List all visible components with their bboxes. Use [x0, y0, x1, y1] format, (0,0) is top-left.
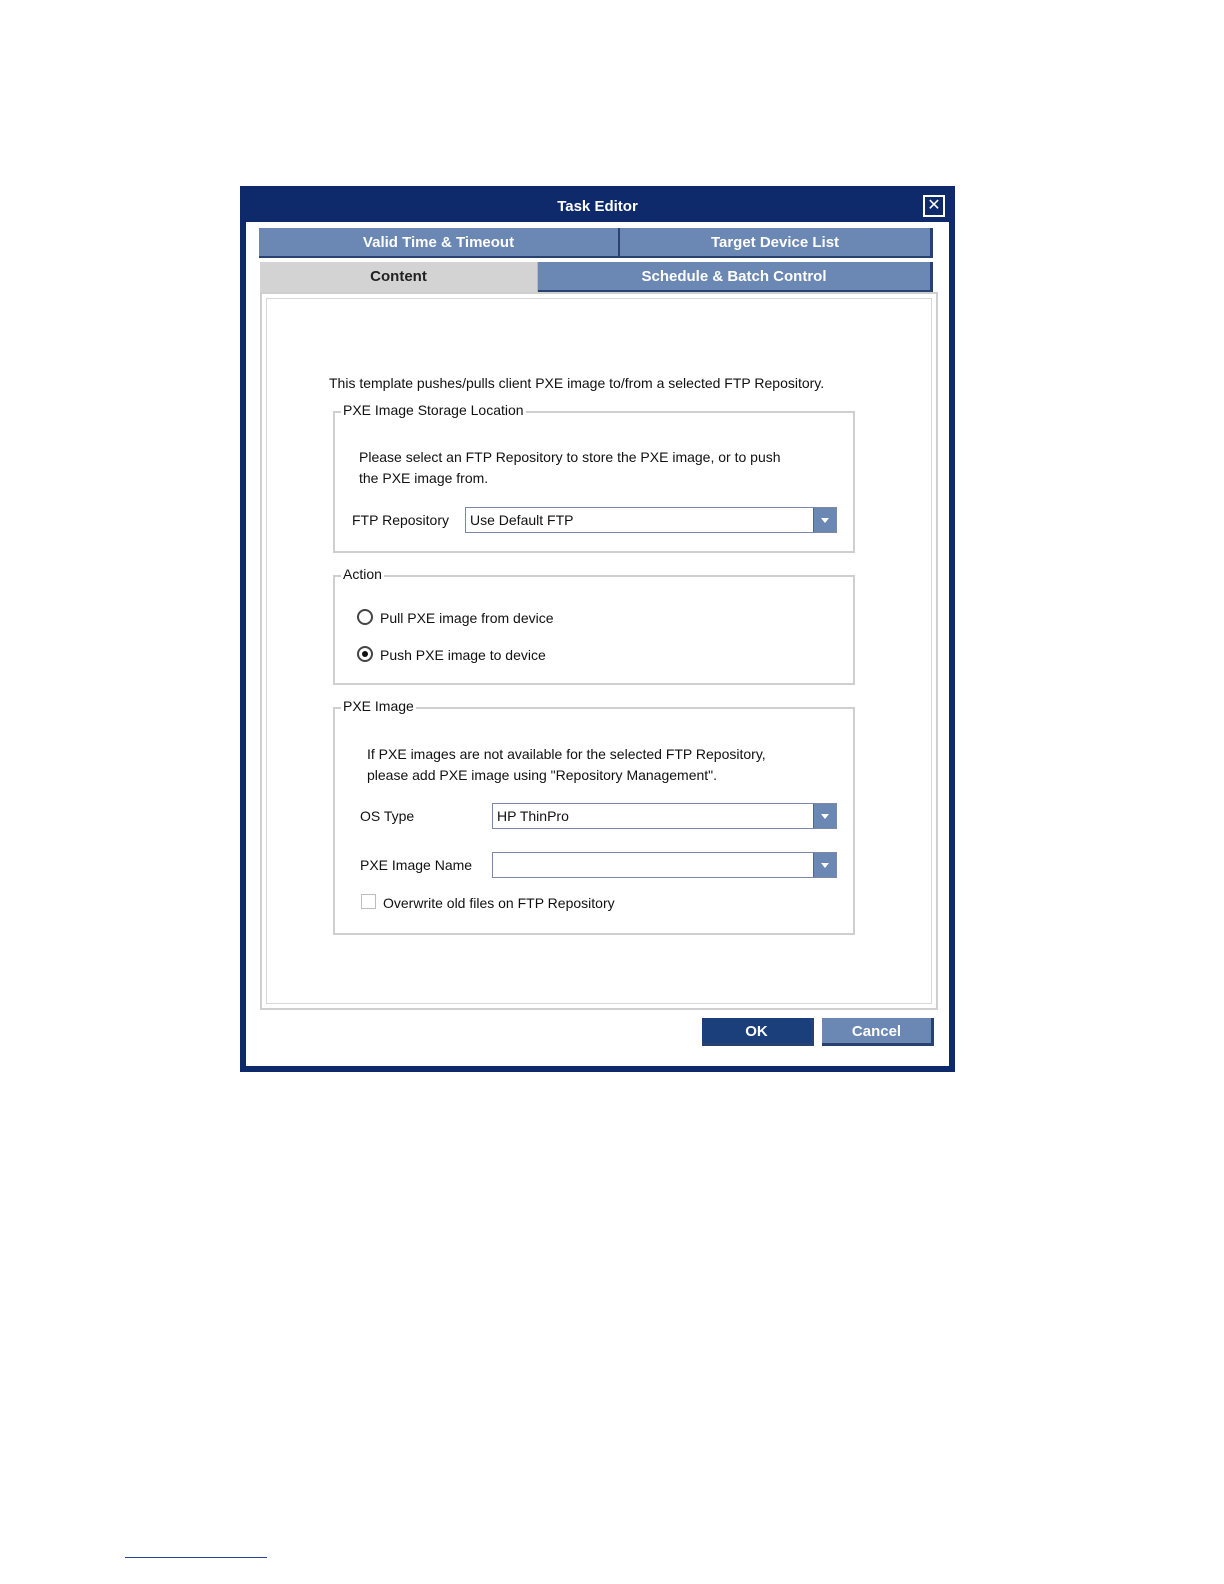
close-icon[interactable]: ✕	[923, 195, 945, 217]
ftp-repository-select[interactable]	[465, 507, 837, 533]
tab-target-device-list[interactable]: Target Device List	[620, 228, 933, 258]
dialog-title: Task Editor	[557, 198, 638, 215]
chevron-down-icon[interactable]	[813, 508, 836, 532]
os-type-select[interactable]	[492, 803, 837, 829]
intro-text: This template pushes/pulls client PXE image to/from a selected FTP Repository.	[329, 375, 825, 391]
title-bar	[246, 192, 949, 222]
overwrite-label: Overwrite old files on FTP Repository	[383, 895, 615, 911]
ftp-repository-label: FTP Repository	[352, 512, 449, 528]
tab-schedule-batch-control[interactable]: Schedule & Batch Control	[538, 262, 933, 292]
pxe-image-group	[333, 698, 855, 935]
os-type-label: OS Type	[360, 808, 415, 824]
pull-radio[interactable]	[357, 609, 373, 625]
tab-content[interactable]: Content	[260, 262, 538, 298]
os-type-value: HP ThinPro	[497, 808, 569, 824]
storage-desc-line1: Please select an FTP Repository to store the PXE image, or to push	[359, 449, 781, 465]
push-radio[interactable]	[357, 646, 373, 662]
storage-desc-line2: the PXE image from.	[359, 470, 489, 486]
ok-button[interactable]: OK	[702, 1018, 814, 1046]
pxe-image-name-select[interactable]	[492, 852, 837, 878]
task-editor-dialog	[240, 186, 955, 1072]
tab-valid-time-timeout[interactable]: Valid Time & Timeout	[259, 228, 621, 258]
overwrite-checkbox[interactable]	[361, 894, 376, 909]
pxe-image-legend: PXE Image	[343, 698, 414, 714]
pxe-desc-line1: If PXE images are not available for the selected FTP Repository,	[367, 746, 766, 762]
action-group	[333, 566, 855, 685]
pxe-desc-line2: please add PXE image using "Repository Management".	[367, 767, 718, 783]
chevron-down-icon[interactable]	[813, 853, 836, 877]
storage-location-group	[333, 402, 855, 553]
ftp-repository-value: Use Default FTP	[470, 512, 574, 528]
chevron-down-icon[interactable]	[813, 804, 836, 828]
pxe-image-name-label: PXE Image Name	[360, 857, 473, 873]
pull-label: Pull PXE image from device	[380, 610, 554, 626]
push-label: Push PXE image to device	[380, 647, 546, 663]
storage-location-legend: PXE Image Storage Location	[343, 402, 524, 418]
content-panel-inner	[266, 298, 932, 1004]
cancel-button[interactable]: Cancel	[822, 1018, 934, 1046]
action-legend: Action	[343, 566, 382, 582]
content-panel	[260, 292, 938, 1010]
footnote-divider	[125, 1557, 267, 1558]
